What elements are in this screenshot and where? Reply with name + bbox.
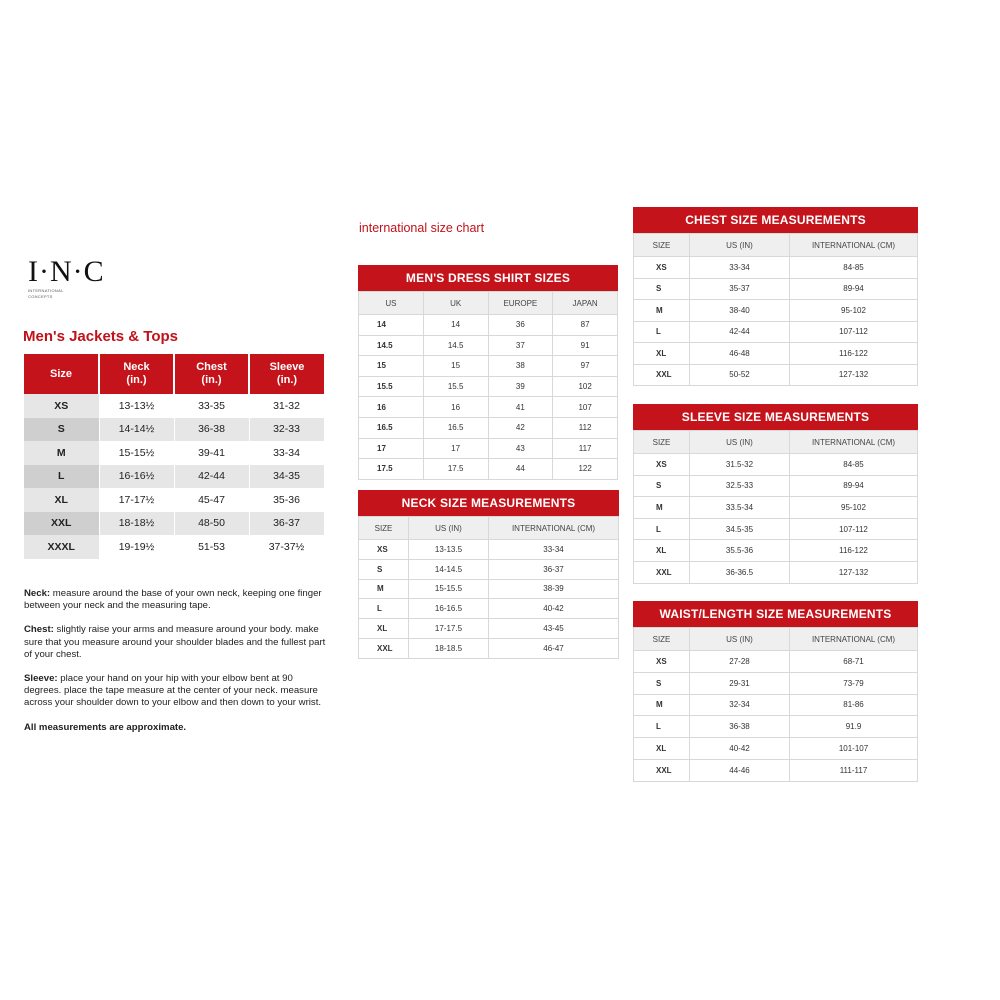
table-row	[634, 475, 918, 497]
neck-measurements-table	[358, 490, 619, 659]
table-row	[359, 335, 618, 356]
uk-cell: 14	[423, 315, 488, 336]
europe-cell: 43	[488, 438, 553, 459]
table-row	[359, 579, 619, 599]
size-cell: S	[359, 559, 409, 579]
us-cell: 14-14.5	[409, 559, 489, 579]
neck-cell: 17-17½	[99, 488, 174, 512]
header-international-cm: INTERNATIONAL (CM)	[790, 431, 918, 454]
intl-cell: 101-107	[790, 738, 918, 760]
header-international-cm: INTERNATIONAL (CM)	[790, 628, 918, 651]
note-label: All measurements are approximate.	[24, 721, 187, 733]
size-cell: XS	[24, 394, 99, 418]
us-cell: 29-31	[690, 672, 790, 694]
table-row	[634, 759, 918, 781]
size-cell: XL	[24, 488, 99, 512]
neck-cell: 16-16½	[99, 465, 174, 489]
table-row	[634, 278, 918, 300]
table-row	[634, 651, 918, 673]
us-cell: 32-34	[690, 694, 790, 716]
intl-cell: 84-85	[790, 257, 918, 279]
table-row	[24, 418, 324, 442]
table-row	[359, 315, 618, 336]
header-label: Neck (in.)	[123, 361, 150, 386]
intl-cell: 127-132	[790, 364, 918, 386]
us-cell: 17-17.5	[409, 619, 489, 639]
intl-cell: 36-37	[489, 559, 619, 579]
header-label: Chest (in.)	[196, 361, 227, 386]
sleeve-cell: 37-37½	[249, 535, 324, 559]
intl-cell: 73-79	[790, 672, 918, 694]
size-cell: S	[24, 418, 99, 442]
header-us-in: US (IN)	[690, 628, 790, 651]
us-cell: 33-34	[690, 257, 790, 279]
table-header-row	[359, 517, 619, 540]
japan-cell: 97	[553, 356, 618, 377]
intl-cell: 111-117	[790, 759, 918, 781]
size-cell: XXXL	[24, 535, 99, 559]
table-row	[634, 454, 918, 476]
size-cell: XS	[634, 454, 690, 476]
header-us-in: US (IN)	[690, 431, 790, 454]
japan-cell: 102	[553, 376, 618, 397]
page-title: Men's Jackets & Tops	[23, 328, 179, 345]
waist-length-measurements-table	[633, 601, 918, 782]
us-cell: 42-44	[690, 321, 790, 343]
europe-cell: 36	[488, 315, 553, 336]
intl-cell: 116-122	[790, 343, 918, 365]
chest-cell: 36-38	[174, 418, 249, 442]
header-size: SIZE	[634, 234, 690, 257]
sleeve-cell: 36-37	[249, 512, 324, 536]
header-size: SIZE	[634, 628, 690, 651]
intl-cell: 107-112	[790, 321, 918, 343]
japan-cell: 122	[553, 459, 618, 480]
table-row	[359, 599, 619, 619]
table-title: NECK SIZE MEASUREMENTS	[358, 490, 619, 516]
neck-cell: 18-18½	[99, 512, 174, 536]
table-row	[24, 465, 324, 489]
sleeve-cell: 31-32	[249, 394, 324, 418]
note-chest	[24, 624, 326, 661]
intl-cell: 89-94	[790, 278, 918, 300]
header-sleeve	[249, 354, 324, 394]
chest-cell: 51-53	[174, 535, 249, 559]
us-cell: 15	[359, 356, 424, 377]
uk-cell: 17	[423, 438, 488, 459]
chest-measurements-table	[633, 207, 918, 386]
us-cell: 15.5	[359, 376, 424, 397]
table-row	[634, 343, 918, 365]
us-cell: 50-52	[690, 364, 790, 386]
size-cell: M	[634, 497, 690, 519]
chest-cell: 39-41	[174, 441, 249, 465]
size-cell: XXL	[634, 561, 690, 583]
size-cell: L	[359, 599, 409, 619]
size-cell: XL	[634, 738, 690, 760]
note-text: slightly raise your arms and measure around your body. make sure that you measure around your shoulder blades and the fullest part of your chest.	[24, 624, 326, 660]
table-row	[634, 321, 918, 343]
us-cell: 18-18.5	[409, 638, 489, 658]
table-row	[634, 738, 918, 760]
japan-cell: 107	[553, 397, 618, 418]
jackets-size-table	[24, 354, 325, 559]
header-size	[24, 354, 99, 394]
us-cell: 44-46	[690, 759, 790, 781]
size-cell: L	[634, 518, 690, 540]
neck-cell: 15-15½	[99, 441, 174, 465]
note-sleeve	[24, 673, 326, 710]
header-us: US	[359, 292, 424, 315]
chest-cell: 42-44	[174, 465, 249, 489]
size-cell: M	[359, 579, 409, 599]
inc-logo	[28, 255, 105, 306]
table-row	[359, 417, 618, 438]
us-cell: 15-15.5	[409, 579, 489, 599]
intl-cell: 95-102	[790, 300, 918, 322]
us-cell: 40-42	[690, 738, 790, 760]
size-cell: XS	[634, 651, 690, 673]
table-row	[359, 619, 619, 639]
header-neck	[99, 354, 174, 394]
sleeve-cell: 35-36	[249, 488, 324, 512]
chest-cell: 48-50	[174, 512, 249, 536]
size-cell: S	[634, 672, 690, 694]
header-chest	[174, 354, 249, 394]
size-cell: L	[634, 321, 690, 343]
table-row	[359, 356, 618, 377]
japan-cell: 87	[553, 315, 618, 336]
size-cell: XS	[359, 540, 409, 560]
note-label: Chest:	[24, 624, 54, 636]
intl-cell: 84-85	[790, 454, 918, 476]
size-cell: S	[634, 278, 690, 300]
size-cell: XXL	[634, 364, 690, 386]
uk-cell: 14.5	[423, 335, 488, 356]
size-cell: S	[634, 475, 690, 497]
table-header-row	[634, 234, 918, 257]
header-international-cm: INTERNATIONAL (CM)	[790, 234, 918, 257]
us-cell: 36-36.5	[690, 561, 790, 583]
size-cell: M	[634, 694, 690, 716]
intl-cell: 91.9	[790, 716, 918, 738]
size-cell: M	[634, 300, 690, 322]
sleeve-cell: 32-33	[249, 418, 324, 442]
intl-cell: 46-47	[489, 638, 619, 658]
table-row	[24, 394, 324, 418]
size-cell: XS	[634, 257, 690, 279]
chest-cell: 45-47	[174, 488, 249, 512]
japan-cell: 112	[553, 417, 618, 438]
japan-cell: 91	[553, 335, 618, 356]
uk-cell: 17.5	[423, 459, 488, 480]
table-row	[359, 459, 618, 480]
size-cell: XL	[359, 619, 409, 639]
us-cell: 16-16.5	[409, 599, 489, 619]
size-cell: L	[634, 716, 690, 738]
sleeve-measurements-table	[633, 404, 918, 584]
uk-cell: 15	[423, 356, 488, 377]
header-europe: EUROPE	[488, 292, 553, 315]
table-row	[634, 364, 918, 386]
measurement-notes	[24, 588, 326, 746]
europe-cell: 38	[488, 356, 553, 377]
table-title: MEN'S DRESS SHIRT SIZES	[358, 265, 618, 291]
header-japan: JAPAN	[553, 292, 618, 315]
logo-tagline: INTERNATIONAL CONCEPTS	[28, 288, 64, 299]
europe-cell: 39	[488, 376, 553, 397]
table-row	[24, 512, 324, 536]
intl-cell: 127-132	[790, 561, 918, 583]
header-us-in: US (IN)	[409, 517, 489, 540]
intl-cell: 107-112	[790, 518, 918, 540]
table-row	[634, 672, 918, 694]
us-cell: 14.5	[359, 335, 424, 356]
size-cell: XL	[634, 343, 690, 365]
table-row	[359, 438, 618, 459]
us-cell: 16.5	[359, 417, 424, 438]
neck-cell: 13-13½	[99, 394, 174, 418]
note-neck	[24, 588, 326, 612]
dress-shirt-table	[358, 265, 618, 480]
uk-cell: 16.5	[423, 417, 488, 438]
us-cell: 17	[359, 438, 424, 459]
table-row	[359, 559, 619, 579]
sleeve-cell: 34-35	[249, 465, 324, 489]
note-label: Sleeve:	[24, 673, 58, 685]
international-chart-title: international size chart	[359, 221, 485, 235]
intl-cell: 81-86	[790, 694, 918, 716]
logo-mark: I·N·C	[28, 255, 105, 288]
sleeve-cell: 33-34	[249, 441, 324, 465]
intl-cell: 95-102	[790, 497, 918, 519]
note-approximate	[24, 722, 326, 734]
table-row	[634, 300, 918, 322]
intl-cell: 33-34	[489, 540, 619, 560]
us-cell: 35-37	[690, 278, 790, 300]
note-label: Neck:	[24, 588, 51, 599]
table-row	[634, 257, 918, 279]
header-label: Size	[49, 367, 72, 380]
us-cell: 32.5-33	[690, 475, 790, 497]
table-row	[24, 535, 324, 559]
chest-cell: 33-35	[174, 394, 249, 418]
us-cell: 33.5-34	[690, 497, 790, 519]
table-row	[24, 488, 324, 512]
us-cell: 13-13.5	[409, 540, 489, 560]
europe-cell: 41	[488, 397, 553, 418]
size-cell: XL	[634, 540, 690, 562]
us-cell: 27-28	[690, 651, 790, 673]
intl-cell: 68-71	[790, 651, 918, 673]
us-cell: 17.5	[359, 459, 424, 480]
table-row	[359, 540, 619, 560]
us-cell: 35.5-36	[690, 540, 790, 562]
europe-cell: 37	[488, 335, 553, 356]
neck-cell: 14-14½	[99, 418, 174, 442]
us-cell: 14	[359, 315, 424, 336]
table-row	[634, 716, 918, 738]
table-title: CHEST SIZE MEASUREMENTS	[633, 207, 918, 233]
intl-cell: 116-122	[790, 540, 918, 562]
size-cell: M	[24, 441, 99, 465]
size-cell: XXL	[24, 512, 99, 536]
table-header-row	[634, 628, 918, 651]
table-row	[634, 561, 918, 583]
us-cell: 36-38	[690, 716, 790, 738]
table-row	[634, 694, 918, 716]
size-cell: XXL	[359, 638, 409, 658]
us-cell: 31.5-32	[690, 454, 790, 476]
us-cell: 16	[359, 397, 424, 418]
header-uk: UK	[423, 292, 488, 315]
table-header-row	[634, 431, 918, 454]
table-title: SLEEVE SIZE MEASUREMENTS	[633, 404, 918, 430]
uk-cell: 16	[423, 397, 488, 418]
table-row	[359, 397, 618, 418]
neck-cell: 19-19½	[99, 535, 174, 559]
table-row	[634, 540, 918, 562]
europe-cell: 42	[488, 417, 553, 438]
table-row	[359, 638, 619, 658]
table-row	[634, 518, 918, 540]
header-size: SIZE	[634, 431, 690, 454]
intl-cell: 38-39	[489, 579, 619, 599]
note-text: place your hand on your hip with your elbow bent at 90 degrees. place the tape measure at the center of your neck. measure across your shoulder down to your elbow and then down to your wrist.	[24, 673, 322, 709]
japan-cell: 117	[553, 438, 618, 459]
intl-cell: 43-45	[489, 619, 619, 639]
header-us-in: US (IN)	[690, 234, 790, 257]
note-text: measure around the base of your own neck, keeping one finger between your neck and the measuring tape.	[24, 588, 322, 612]
table-header-row	[359, 292, 618, 315]
size-cell: L	[24, 465, 99, 489]
uk-cell: 15.5	[423, 376, 488, 397]
europe-cell: 44	[488, 459, 553, 480]
header-size: SIZE	[359, 517, 409, 540]
intl-cell: 89-94	[790, 475, 918, 497]
us-cell: 46-48	[690, 343, 790, 365]
table-title: WAIST/LENGTH SIZE MEASUREMENTS	[633, 601, 918, 627]
us-cell: 38-40	[690, 300, 790, 322]
table-header-row	[24, 354, 324, 394]
table-row	[24, 441, 324, 465]
intl-cell: 40-42	[489, 599, 619, 619]
size-cell: XXL	[634, 759, 690, 781]
table-row	[359, 376, 618, 397]
us-cell: 34.5-35	[690, 518, 790, 540]
table-row	[634, 497, 918, 519]
header-international-cm: INTERNATIONAL (CM)	[489, 517, 619, 540]
header-label: Sleeve (in.)	[269, 361, 305, 386]
